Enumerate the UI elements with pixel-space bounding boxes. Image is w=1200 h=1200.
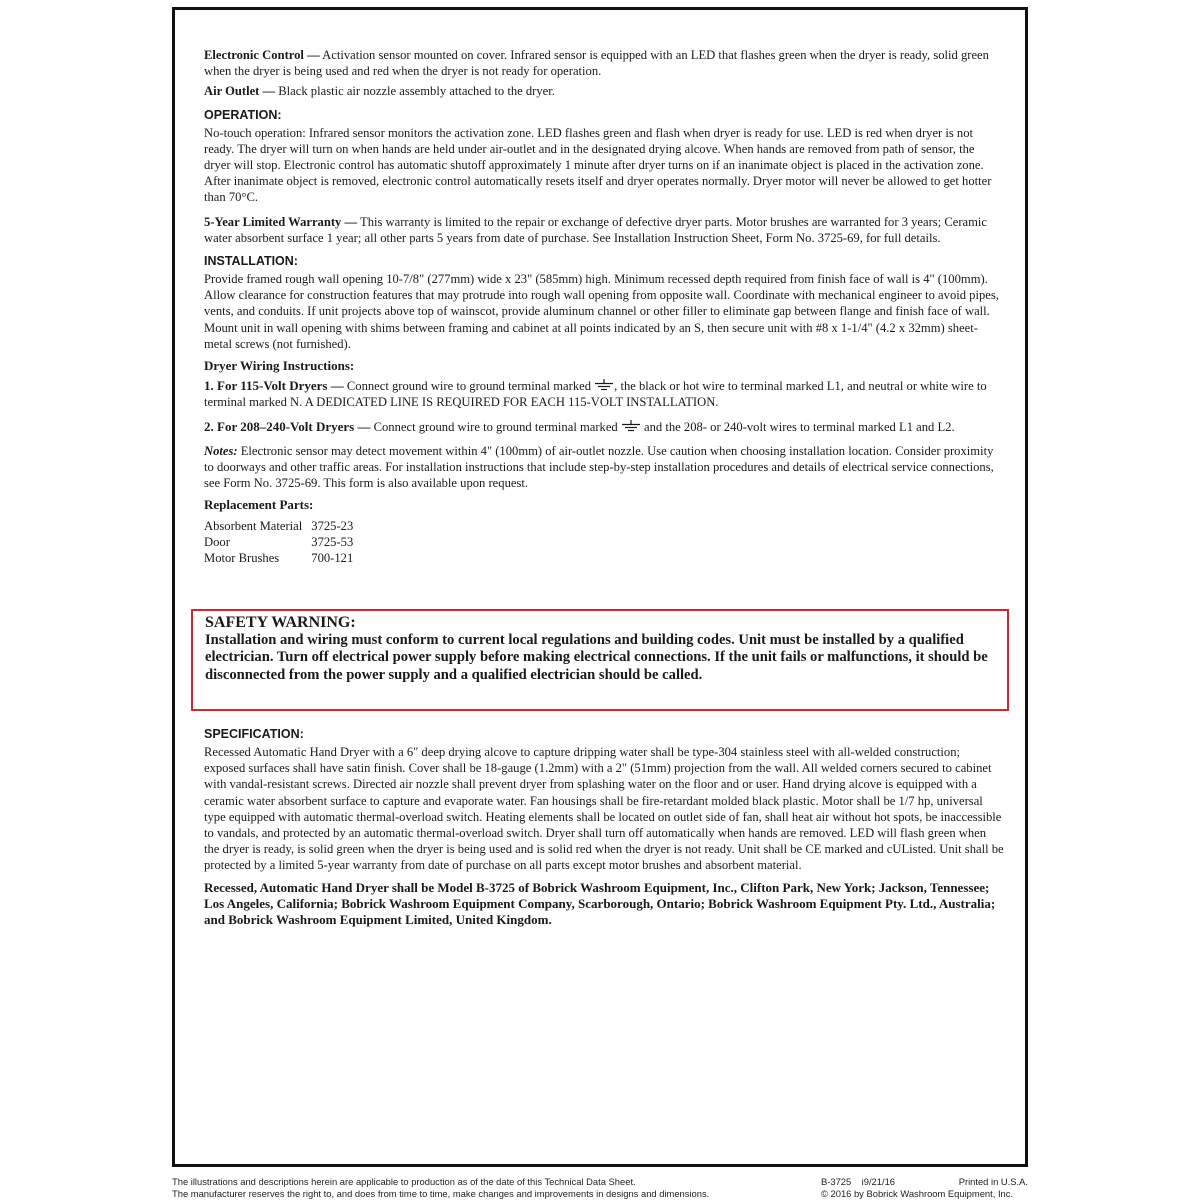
footer-code-row [821,1176,1028,1188]
wiring-item-240v [204,419,1004,435]
part-name: Motor Brushes [204,551,280,566]
warranty-label: 5-Year Limited Warranty — [204,214,358,229]
footer-disclaimer-line-1: The illustrations and descriptions herein are applicable to production as of the date of this Technical Data Sheet. [172,1176,636,1187]
notes-paragraph [204,443,1004,492]
wiring-item-240v-text-b: and the 208- or 240-volt wires to terminal marked L1 and L2. [644,419,955,434]
warranty-paragraph [204,214,1004,246]
wiring-item-115v-text-a: Connect ground wire to ground terminal marked [346,379,592,394]
wiring-item-115v [204,378,1004,410]
part-number: 700-121 [311,551,354,566]
installation-heading: INSTALLATION: [204,254,298,269]
notes-label: Notes: [204,443,238,458]
specification-heading: SPECIFICATION: [204,727,304,741]
air-outlet-label: Air Outlet — [204,84,276,99]
operation-text: No-touch operation: Infrared sensor monitors the activation zone. LED flashes green and flash when dryer is ready for use. LED is red when dryer is not ready. The dryer will turn on when hands are held under air-outlet and in the designated drying alcove. When hands are removed from path of sensor, the dryer will stop. Electronic control has automatic shutoff approximately 1 minute after dryer turns on if an inanimate object is placed in the activation zone. After inanimate object is removed, electronic control automatically resets itself and dryer operates normally. Dryer motor will never be allowed to get hotter than 70°C. [204,125,992,205]
wiring-item-240v-text-a: Connect ground wire to ground terminal marked [373,419,618,434]
part-name: Absorbent Material [204,518,303,533]
footer-disclaimer-line-2: The manufacturer reserves the right to, and does from time to time, make changes and improvements in designs and dimensions. [172,1187,710,1199]
table-row [204,518,353,534]
safety-warning-title: SAFETY WARNING: [205,614,356,631]
table-row [204,534,353,550]
page-footer [0,1176,1200,1200]
data-sheet-body-top [204,47,1004,566]
replacement-parts-table [204,518,353,567]
data-sheet-body-bottom [204,719,1004,928]
footer-disclaimer [172,1176,709,1199]
safety-warning-text: Installation and wiring must conform to current local regulations and building codes. Unit must be installed by a qualified electrician. Turn off electrical power supply before making electrical connections. If the unit fails or malfunctions, it should be disconnected from the power supply and a qualified electrician should be called. [205,632,988,683]
replacement-parts-heading: Replacement Parts: [204,497,314,513]
wiring-item-115v-text-b: , the black or hot wire to terminal marked L1, and neutral or white wire to terminal marked N. A DEDICATED LINE IS REQUIRED FOR EACH 115-VOLT INSTALLATION. [204,379,987,410]
electronic-control-paragraph [204,47,1004,79]
wiring-item-240v-label: 2. For 208–240-Volt Dryers — [204,418,371,434]
specification-closing: Recessed, Automatic Hand Dryer shall be Model B-3725 of Bobrick Washroom Equipment, Inc., Clifton Park, New York; Jackson, Tennessee; Los Angeles, California; Bobrick Washroom Equipment Company, Scarborough, Ontario; Bobrick Washroom Equipment Pty. Ltd., Australia; and Bobrick Washroom Equipment Limited, United Kingdom. [204,879,996,928]
operation-heading: OPERATION: [204,107,282,122]
footer-printed: Printed in U.S.A. [958,1176,1028,1187]
part-number: 3725-53 [311,534,354,549]
installation-text: Provide framed rough wall opening 10-7/8" (277mm) wide x 23" (585mm) high. Minimum recessed depth required from finish face of wall is 4" (100mm). Allow clearance for construction features that may protrude into rough wall opening from opposite wall. Coordinate with mechanical engineer to avoid pipes, vents, and conduits. If unit projects above top of wainscot, provide aluminum channel or other filler to eliminate gap between flange and finish face of wall. Mount unit in wall opening with shims between framing and cabinet at all points indicated by an S, then secure unit with #8 x 1-1/4" (4.2 x 32mm) sheet-metal screws (not furnished). [204,272,999,351]
table-row [204,550,353,566]
specification-text: Recessed Automatic Hand Dryer with a 6" deep drying alcove to capture dripping water shall be type-304 stainless steel with all-welded construction; exposed surfaces shall have satin finish. Cover shall be 18-gauge (1.2mm) with a 2" (51mm) projection from the wall. All welded corners secured to cabinet with vandal-resistant screws. Directed air nozzle shall prevent dryer from splashing water on the floor and or user. Hand drying alcove is equipped with a ceramic water absorbent surface to capture and evaporate water. Fan housings shall be fire-retardant molded black plastic. Motor shall be 1/7 hp, universal type equipped with automatic thermal-overload switch. Heating elements shall be located on outlet side of fan, shall heat air without hot spots, be inaccessible to vandals, and protected by an automatic thermal-overload switch. Dryer shall turn off automatically when hands are removed. LED will flash green when the dryer is ready, is solid green when the dryer is being used and is solid red when the dryer is not ready. Unit shall be CE marked and cUListed. Unit shall be protected by a limited 5-year warranty from date of purchase on all parts except motor brushes and absorbent material. [204,745,1004,873]
ground-symbol-icon [594,379,614,391]
part-number: 3725-23 [311,518,354,533]
footer-doc-code: B-3725 i9/21/16 [821,1176,896,1187]
warranty-text: This warranty is limited to the repair or exchange of defective dryer parts. Motor brushes are warranted for 3 years; Ceramic water absorbent surface 1 year; all other parts 5 years from date of purchase. See Installation Instruction Sheet, Form No. 3725-69, for full details. [204,214,988,245]
air-outlet-text: Black plastic air nozzle assembly attached to the dryer. [278,84,555,99]
notes-text: Electronic sensor may detect movement within 4" (100mm) of air-outlet nozzle. Use caution when choosing installation location. Consider proximity to doorways and other traffic areas. For installation instructions that include step-by-step installation procedures and details of electrical service connections, see Form No. 3725-69. This form is also available upon request. [204,443,994,491]
wiring-heading: Dryer Wiring Instructions: [204,358,355,374]
footer-copyright: © 2016 by Bobrick Washroom Equipment, Inc. [821,1187,1014,1199]
electronic-control-text: Activation sensor mounted on cover. Infrared sensor is equipped with an LED that flashes green when the dryer is ready, solid green when the dryer is being used and red when the dryer is not ready for operation. [204,48,989,79]
ground-symbol-icon [621,420,641,432]
electronic-control-label: Electronic Control — [204,48,320,62]
safety-warning-box [191,609,1009,711]
wiring-item-115v-label: 1. For 115-Volt Dryers — [204,378,344,394]
part-name: Door [204,534,230,549]
air-outlet-paragraph [204,83,1004,99]
footer-document-info [821,1176,1028,1199]
